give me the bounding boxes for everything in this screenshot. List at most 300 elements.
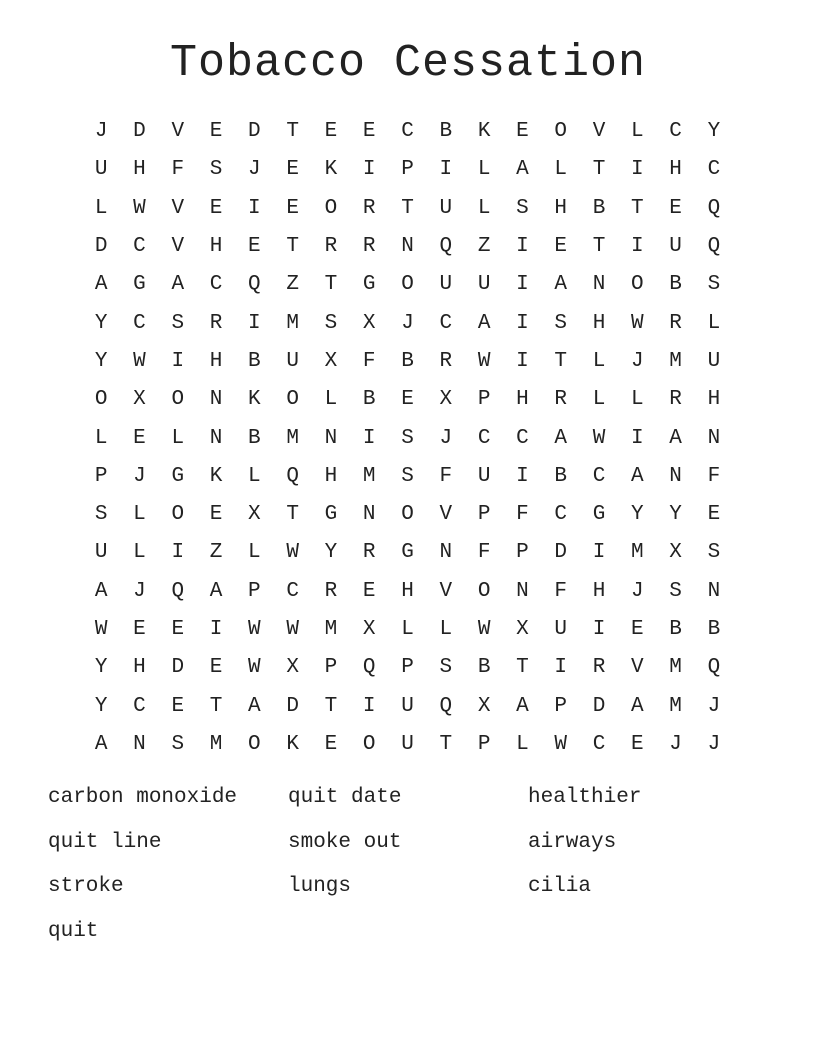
grid-letter: L bbox=[477, 196, 491, 220]
grid-row bbox=[82, 228, 733, 266]
grid-letter: B bbox=[248, 426, 261, 450]
word-list-item: smoke out bbox=[288, 830, 402, 854]
grid-letter: Y bbox=[94, 694, 108, 718]
grid-letter: P bbox=[401, 158, 414, 182]
grid-letter: W bbox=[286, 541, 299, 565]
grid-letter: Y bbox=[94, 311, 108, 335]
grid-letter: A bbox=[669, 426, 682, 450]
grid-letter: H bbox=[401, 579, 414, 603]
grid-row bbox=[82, 381, 733, 419]
grid-letter: S bbox=[516, 196, 529, 220]
grid-letter: R bbox=[324, 235, 338, 259]
grid-letter: D bbox=[94, 235, 108, 259]
grid-letter: A bbox=[516, 694, 529, 718]
grid-letter: B bbox=[362, 388, 376, 412]
grid-letter: E bbox=[209, 120, 223, 144]
grid-letter: C bbox=[669, 120, 682, 144]
word-list-item: quit date bbox=[288, 786, 402, 809]
grid-letter: B bbox=[477, 656, 491, 680]
grid-letter: S bbox=[401, 426, 414, 450]
grid-letter: F bbox=[439, 464, 453, 488]
grid-letter: H bbox=[707, 388, 721, 412]
grid-letter: G bbox=[362, 273, 376, 297]
grid-letter: Y bbox=[669, 503, 682, 527]
grid-letter: Q bbox=[439, 235, 453, 259]
grid-letter: S bbox=[171, 311, 185, 335]
grid-letter: I bbox=[516, 235, 529, 259]
grid-letter: I bbox=[248, 196, 261, 220]
grid-letter: A bbox=[554, 426, 568, 450]
grid-letter: V bbox=[631, 656, 644, 680]
grid-letter: O bbox=[324, 196, 338, 220]
grid-letter: W bbox=[554, 732, 568, 756]
grid-letter: W bbox=[133, 349, 146, 373]
grid-letter: A bbox=[631, 694, 644, 718]
grid-letter: B bbox=[592, 196, 606, 220]
grid-letter: B bbox=[669, 618, 682, 641]
grid-letter: C bbox=[516, 426, 529, 450]
grid-letter: A bbox=[94, 732, 108, 756]
grid-letter: F bbox=[707, 464, 721, 488]
grid-letter: X bbox=[133, 388, 146, 412]
word-list bbox=[48, 776, 768, 954]
grid-letter: P bbox=[324, 656, 338, 680]
word-list-item: healthier bbox=[528, 786, 642, 809]
grid-letter: K bbox=[209, 464, 223, 488]
grid-letter: F bbox=[362, 349, 376, 373]
grid-letter: P bbox=[516, 541, 529, 565]
grid-letter: M bbox=[362, 464, 376, 488]
grid-letter: Q bbox=[362, 656, 376, 680]
grid-letter: J bbox=[133, 464, 146, 488]
grid-letter: M bbox=[286, 311, 299, 335]
grid-letter: Q bbox=[707, 196, 721, 220]
grid-letter: J bbox=[439, 426, 453, 450]
grid-letter: T bbox=[516, 656, 529, 680]
grid-letter: T bbox=[286, 503, 299, 527]
grid-letter: G bbox=[401, 541, 414, 565]
grid-letter: E bbox=[401, 388, 414, 412]
grid-letter: L bbox=[592, 388, 606, 412]
grid-letter: W bbox=[592, 426, 606, 450]
grid-letter: O bbox=[477, 579, 491, 603]
grid-row bbox=[82, 113, 733, 151]
grid-letter: U bbox=[94, 158, 108, 182]
grid-letter: H bbox=[516, 388, 529, 412]
grid-letter: D bbox=[592, 694, 606, 718]
grid-letter: J bbox=[669, 732, 682, 756]
grid-letter: E bbox=[324, 732, 338, 756]
grid-letter: G bbox=[324, 503, 338, 527]
grid-letter: O bbox=[286, 388, 299, 412]
grid-letter: O bbox=[362, 732, 376, 756]
grid-letter: I bbox=[171, 541, 185, 565]
grid-letter: X bbox=[669, 541, 682, 565]
grid-row bbox=[82, 190, 733, 228]
grid-row bbox=[82, 611, 733, 649]
grid-letter: I bbox=[248, 311, 261, 335]
grid-letter: B bbox=[707, 618, 721, 641]
page-title: Tobacco Cessation bbox=[169, 38, 647, 89]
grid-letter: U bbox=[401, 732, 414, 756]
grid-letter: A bbox=[554, 273, 568, 297]
grid-letter: L bbox=[94, 196, 108, 220]
grid-letter: W bbox=[94, 618, 108, 641]
grid-letter: E bbox=[324, 120, 338, 144]
grid-letter: N bbox=[209, 426, 223, 450]
grid-letter: G bbox=[133, 273, 146, 297]
grid-letter: O bbox=[171, 388, 185, 412]
grid-letter: K bbox=[286, 732, 299, 756]
grid-letter: X bbox=[286, 656, 299, 680]
grid-letter: W bbox=[477, 618, 491, 641]
grid-letter: U bbox=[439, 196, 453, 220]
grid-letter: D bbox=[133, 120, 146, 144]
grid-letter: Z bbox=[286, 273, 299, 297]
grid-letter: X bbox=[248, 503, 261, 527]
grid-letter: N bbox=[707, 426, 721, 450]
grid-letter: F bbox=[477, 541, 491, 565]
grid-letter: R bbox=[554, 388, 568, 412]
grid-letter: D bbox=[171, 656, 185, 680]
grid-letter: H bbox=[669, 158, 682, 182]
grid-letter: E bbox=[286, 196, 299, 220]
grid-letter: O bbox=[554, 120, 568, 144]
grid-letter: J bbox=[707, 694, 721, 718]
grid-letter: S bbox=[209, 158, 223, 182]
grid-letter: L bbox=[707, 311, 721, 335]
grid-letter: R bbox=[362, 235, 376, 259]
grid-letter: E bbox=[133, 426, 146, 450]
grid-row bbox=[82, 649, 733, 687]
grid-row bbox=[82, 726, 733, 764]
grid-letter: T bbox=[286, 120, 299, 144]
grid-letter: I bbox=[554, 656, 568, 680]
grid-letter: P bbox=[477, 388, 491, 412]
grid-letter: S bbox=[669, 579, 682, 603]
grid-letter: M bbox=[631, 541, 644, 565]
grid-letter: M bbox=[669, 656, 682, 680]
grid-letter: S bbox=[401, 464, 414, 488]
grid-letter: E bbox=[209, 196, 223, 220]
grid-letter: U bbox=[554, 618, 568, 641]
word-search-grid bbox=[82, 113, 733, 764]
grid-letter: I bbox=[592, 541, 606, 565]
grid-letter: M bbox=[669, 349, 682, 373]
grid-letter: P bbox=[477, 732, 491, 756]
grid-letter: V bbox=[439, 579, 453, 603]
grid-letter: I bbox=[439, 158, 453, 182]
grid-letter: C bbox=[707, 158, 721, 182]
grid-letter: S bbox=[439, 656, 453, 680]
grid-letter: L bbox=[324, 388, 338, 412]
grid-letter: I bbox=[631, 426, 644, 450]
grid-letter: O bbox=[631, 273, 644, 297]
grid-letter: J bbox=[401, 311, 414, 335]
grid-letter: B bbox=[554, 464, 568, 488]
grid-letter: S bbox=[707, 273, 721, 297]
grid-letter: K bbox=[477, 120, 491, 144]
grid-letter: A bbox=[477, 311, 491, 335]
grid-row bbox=[82, 343, 733, 381]
grid-letter: C bbox=[554, 503, 568, 527]
grid-letter: N bbox=[439, 541, 453, 565]
grid-letter: I bbox=[631, 235, 644, 259]
grid-letter: J bbox=[94, 120, 108, 144]
grid-letter: V bbox=[171, 235, 185, 259]
grid-row bbox=[82, 496, 733, 534]
grid-letter: S bbox=[324, 311, 338, 335]
grid-letter: R bbox=[209, 311, 223, 335]
grid-letter: I bbox=[631, 158, 644, 182]
grid-letter: U bbox=[94, 541, 108, 565]
grid-letter: K bbox=[324, 158, 338, 182]
grid-letter: L bbox=[592, 349, 606, 373]
grid-letter: M bbox=[324, 618, 338, 641]
grid-letter: T bbox=[631, 196, 644, 220]
grid-letter: I bbox=[516, 349, 529, 373]
grid-letter: T bbox=[592, 158, 606, 182]
grid-letter: Q bbox=[286, 464, 299, 488]
grid-letter: Q bbox=[707, 656, 721, 680]
grid-letter: Q bbox=[171, 579, 185, 603]
grid-letter: Q bbox=[439, 694, 453, 718]
grid-letter: L bbox=[554, 158, 568, 182]
grid-letter: E bbox=[707, 503, 721, 527]
grid-letter: B bbox=[248, 349, 261, 373]
grid-letter: W bbox=[631, 311, 644, 335]
grid-letter: C bbox=[439, 311, 453, 335]
grid-letter: Y bbox=[94, 656, 108, 680]
grid-letter: N bbox=[133, 732, 146, 756]
word-list-item: airways bbox=[528, 830, 617, 854]
grid-letter: M bbox=[669, 694, 682, 718]
grid-letter: I bbox=[362, 158, 376, 182]
grid-letter: V bbox=[439, 503, 453, 527]
grid-letter: L bbox=[248, 541, 261, 565]
grid-letter: E bbox=[209, 656, 223, 680]
grid-letter: U bbox=[707, 349, 721, 373]
grid-letter: W bbox=[248, 656, 261, 680]
grid-letter: R bbox=[362, 541, 376, 565]
grid-letter: R bbox=[362, 196, 376, 220]
grid-letter: L bbox=[94, 426, 108, 450]
grid-row bbox=[82, 266, 733, 304]
grid-letter: O bbox=[248, 732, 261, 756]
grid-letter: J bbox=[248, 158, 261, 182]
grid-letter: S bbox=[707, 541, 721, 565]
grid-letter: N bbox=[669, 464, 682, 488]
word-list-item: cilia bbox=[528, 875, 592, 898]
grid-letter: L bbox=[516, 732, 529, 756]
grid-letter: W bbox=[248, 618, 261, 641]
grid-letter: D bbox=[286, 694, 299, 718]
grid-letter: Y bbox=[94, 349, 108, 373]
grid-letter: C bbox=[592, 732, 606, 756]
grid-letter: Y bbox=[631, 503, 644, 527]
grid-letter: P bbox=[554, 694, 568, 718]
grid-letter: N bbox=[362, 503, 376, 527]
grid-letter: A bbox=[516, 158, 529, 182]
grid-letter: F bbox=[516, 503, 529, 527]
grid-letter: W bbox=[133, 196, 146, 220]
grid-letter: S bbox=[554, 311, 568, 335]
grid-letter: E bbox=[554, 235, 568, 259]
grid-letter: L bbox=[133, 503, 146, 527]
grid-letter: U bbox=[669, 235, 682, 259]
word-list-item: quit bbox=[48, 919, 99, 943]
grid-letter: H bbox=[133, 656, 146, 680]
grid-letter: T bbox=[439, 732, 453, 756]
grid-letter: P bbox=[248, 579, 261, 603]
grid-letter: I bbox=[362, 426, 376, 450]
grid-letter: R bbox=[592, 656, 606, 680]
grid-letter: P bbox=[401, 656, 414, 680]
grid-letter: A bbox=[631, 464, 644, 488]
grid-letter: V bbox=[171, 120, 185, 144]
grid-letter: P bbox=[94, 464, 108, 488]
grid-row bbox=[82, 419, 733, 457]
grid-letter: X bbox=[362, 618, 376, 641]
grid-letter: T bbox=[324, 273, 338, 297]
word-list-item: carbon monoxide bbox=[48, 786, 238, 809]
grid-letter: X bbox=[324, 349, 338, 373]
word-list-item: stroke bbox=[48, 875, 124, 898]
grid-letter: O bbox=[401, 503, 414, 527]
grid-letter: E bbox=[362, 579, 376, 603]
grid-letter: G bbox=[592, 503, 606, 527]
grid-letter: H bbox=[554, 196, 568, 220]
grid-letter: L bbox=[439, 618, 453, 641]
grid-letter: J bbox=[133, 579, 146, 603]
grid-letter: C bbox=[133, 235, 146, 259]
grid-letter: X bbox=[516, 618, 529, 641]
grid-letter: L bbox=[477, 158, 491, 182]
grid-letter: Q bbox=[707, 235, 721, 259]
grid-letter: W bbox=[286, 618, 299, 641]
grid-letter: H bbox=[133, 158, 146, 182]
grid-letter: N bbox=[707, 579, 721, 603]
grid-letter: F bbox=[171, 158, 185, 182]
grid-letter: I bbox=[592, 618, 606, 641]
grid-letter: C bbox=[286, 579, 299, 603]
grid-letter: H bbox=[209, 349, 223, 373]
grid-letter: E bbox=[286, 158, 299, 182]
grid-letter: O bbox=[171, 503, 185, 527]
grid-letter: T bbox=[209, 694, 223, 718]
grid-letter: L bbox=[133, 541, 146, 565]
grid-letter: U bbox=[477, 464, 491, 488]
grid-letter: L bbox=[401, 618, 414, 641]
grid-letter: O bbox=[94, 388, 108, 412]
grid-letter: B bbox=[669, 273, 682, 297]
grid-letter: O bbox=[401, 273, 414, 297]
grid-letter: Z bbox=[477, 235, 491, 259]
grid-row bbox=[82, 304, 733, 342]
grid-letter: I bbox=[516, 464, 529, 488]
grid-letter: N bbox=[592, 273, 606, 297]
grid-letter: U bbox=[439, 273, 453, 297]
grid-letter: L bbox=[248, 464, 261, 488]
grid-letter: C bbox=[133, 694, 146, 718]
grid-letter: V bbox=[592, 120, 606, 144]
grid-letter: C bbox=[477, 426, 491, 450]
grid-letter: E bbox=[362, 120, 376, 144]
word-list-item: quit line bbox=[48, 830, 162, 854]
grid-letter: B bbox=[401, 349, 414, 373]
grid-letter: B bbox=[439, 120, 453, 144]
grid-letter: T bbox=[324, 694, 338, 718]
grid-row bbox=[82, 687, 733, 725]
grid-letter: I bbox=[516, 311, 529, 335]
grid-letter: U bbox=[477, 273, 491, 297]
grid-letter: U bbox=[401, 694, 414, 718]
grid-letter: A bbox=[171, 273, 185, 297]
grid-row bbox=[82, 458, 733, 496]
grid-letter: Q bbox=[248, 273, 261, 297]
grid-letter: V bbox=[171, 196, 185, 220]
grid-letter: S bbox=[171, 732, 185, 756]
grid-letter: N bbox=[516, 579, 529, 603]
grid-letter: I bbox=[171, 349, 185, 373]
grid-letter: R bbox=[439, 349, 453, 373]
grid-letter: E bbox=[631, 618, 644, 641]
grid-letter: Y bbox=[707, 120, 721, 144]
grid-letter: T bbox=[286, 235, 299, 259]
grid-letter: E bbox=[248, 235, 261, 259]
grid-letter: R bbox=[669, 388, 682, 412]
grid-letter: R bbox=[669, 311, 682, 335]
grid-letter: T bbox=[554, 349, 568, 373]
grid-letter: A bbox=[248, 694, 261, 718]
grid-letter: R bbox=[324, 579, 338, 603]
grid-letter: J bbox=[631, 579, 644, 603]
grid-letter: E bbox=[631, 732, 644, 756]
grid-letter: M bbox=[209, 732, 223, 756]
grid-letter: J bbox=[707, 732, 721, 756]
grid-letter: Y bbox=[324, 541, 338, 565]
grid-letter: G bbox=[171, 464, 185, 488]
grid-letter: T bbox=[401, 196, 414, 220]
word-list-item: lungs bbox=[288, 875, 352, 898]
grid-letter: C bbox=[592, 464, 606, 488]
grid-letter: S bbox=[94, 503, 108, 527]
grid-letter: X bbox=[362, 311, 376, 335]
grid-letter: C bbox=[209, 273, 223, 297]
grid-row bbox=[82, 151, 733, 189]
grid-letter: X bbox=[439, 388, 453, 412]
grid-letter: W bbox=[477, 349, 491, 373]
grid-row bbox=[82, 573, 733, 611]
grid-letter: M bbox=[286, 426, 299, 450]
grid-letter: P bbox=[477, 503, 491, 527]
grid-letter: L bbox=[631, 120, 644, 144]
grid-row bbox=[82, 534, 733, 572]
grid-letter: E bbox=[171, 618, 185, 641]
grid-letter: H bbox=[209, 235, 223, 259]
grid-letter: E bbox=[669, 196, 682, 220]
grid-letter: K bbox=[248, 388, 261, 412]
grid-letter: I bbox=[516, 273, 529, 297]
grid-letter: E bbox=[171, 694, 185, 718]
grid-letter: C bbox=[401, 120, 414, 144]
grid-letter: H bbox=[592, 579, 606, 603]
grid-letter: C bbox=[133, 311, 146, 335]
grid-letter: A bbox=[209, 579, 223, 603]
grid-letter: L bbox=[631, 388, 644, 412]
grid-letter: E bbox=[133, 618, 146, 641]
grid-letter: J bbox=[631, 349, 644, 373]
